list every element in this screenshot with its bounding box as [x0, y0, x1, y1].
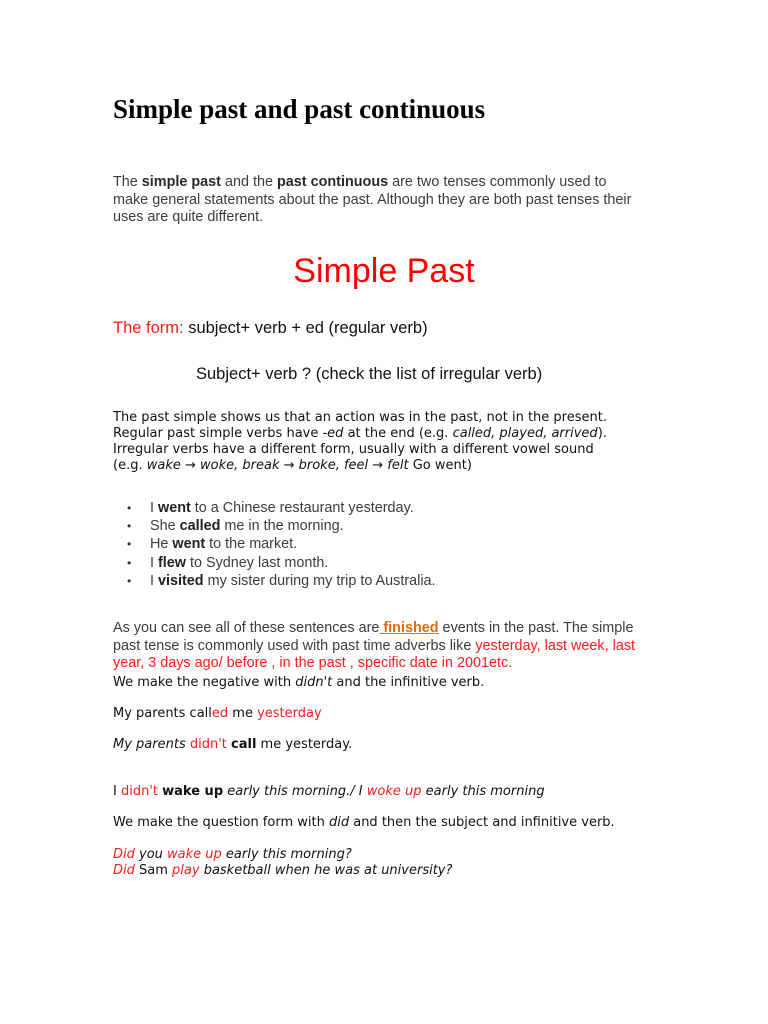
verb-woke-up: woke up — [366, 784, 422, 799]
verb: visited — [158, 572, 204, 589]
explanation-line — [113, 426, 607, 442]
text: She — [150, 518, 180, 535]
text: events in the past. The simple past tense is commonly used with past time adverbs like — [113, 620, 634, 654]
text: me yesterday. — [256, 737, 353, 752]
negative-example-2 — [113, 737, 352, 752]
form-irregular-line: Subject+ verb ? (check the list of irregular verb) — [196, 365, 543, 383]
keyword-didnt: didn't — [120, 784, 158, 799]
negative-example-1 — [113, 706, 322, 721]
verb: flew — [158, 554, 186, 571]
negative-intro — [113, 675, 484, 690]
text: my sister during my trip to Australia. — [203, 572, 436, 589]
term-past-continuous: past continuous — [277, 174, 389, 190]
text: I — [150, 500, 158, 516]
explanation-line: Irregular verbs have a different form, usually with a different vowel sound — [113, 442, 594, 457]
irregular-examples: wake → woke, break → broke, feel → felt — [146, 458, 409, 473]
list-item — [127, 554, 436, 572]
text: to Sydney last month. — [186, 554, 329, 571]
text: to a Chinese restaurant yesterday. — [190, 500, 414, 516]
question-example-1 — [113, 847, 452, 863]
text: early this morning? — [221, 847, 352, 862]
verb: called — [179, 518, 221, 535]
text: We make the question form with — [113, 815, 329, 830]
list-item — [127, 572, 436, 590]
section-heading-simple-past: Simple Past — [293, 252, 475, 290]
form-regular-line — [113, 319, 428, 338]
text: He — [150, 536, 173, 553]
intro-text: The — [113, 174, 142, 190]
text: As you can see all of these sentences are — [113, 620, 380, 637]
text: early this morning./ I — [223, 784, 367, 799]
form-label: The form: — [113, 319, 184, 337]
text: you — [134, 847, 168, 862]
time-adverbs: yesterday, last week, last year, 3 days ago/ before , in the past , specific date in 2001etc. — [113, 637, 636, 672]
keyword-did: Did — [113, 847, 135, 862]
bullet-icon: • — [127, 573, 132, 588]
intro-text: and the — [220, 174, 277, 190]
verb: went — [158, 500, 191, 516]
suffix-ed: ed — [211, 706, 229, 721]
keyword-didnt: didn't — [295, 675, 333, 690]
bullet-icon: • — [127, 519, 132, 534]
text: ). — [597, 426, 607, 441]
explanation-line — [113, 458, 607, 474]
text: Go went) — [408, 458, 472, 473]
subject: My parents — [113, 737, 186, 752]
text: me in the morning. — [220, 518, 344, 535]
bullet-icon: • — [127, 501, 132, 515]
adverbs-paragraph — [113, 620, 648, 673]
text: We make the negative with — [113, 675, 296, 690]
text: early this morning — [421, 784, 545, 799]
text: Regular past simple verbs have — [113, 426, 323, 441]
verb: went — [172, 536, 206, 553]
text: basketball when he was at university? — [199, 863, 453, 878]
keyword-did: Did — [113, 863, 135, 878]
text: I — [150, 572, 158, 589]
keyword-didnt: didn't — [189, 737, 227, 752]
finished-highlight: finished — [379, 620, 439, 637]
text: Sam — [134, 863, 173, 878]
adverb-yesterday: yesterday — [257, 706, 322, 721]
text: (e.g. — [113, 458, 147, 473]
text: I — [150, 554, 158, 571]
term-simple-past: simple past — [141, 174, 221, 190]
question-example-2 — [113, 863, 452, 879]
text: me — [228, 706, 258, 721]
verb-wake-up: wake up — [167, 847, 222, 862]
negative-example-3 — [113, 784, 545, 799]
page-title: Simple past and past continuous — [113, 94, 486, 124]
explanation-line: The past simple shows us that an action was in the past, not in the present. — [113, 410, 607, 425]
question-intro — [113, 815, 615, 830]
keyword-did: did — [328, 815, 350, 830]
form-regular-text: subject+ verb + ed (regular verb) — [183, 319, 428, 337]
explanation-paragraph — [113, 410, 607, 474]
list-item — [127, 535, 436, 553]
text: at the end (e.g. — [343, 426, 453, 441]
list-item — [127, 517, 436, 535]
intro-paragraph — [113, 174, 643, 227]
text: and the infinitive verb. — [332, 675, 485, 690]
text: and then the subject and infinitive verb. — [349, 815, 615, 830]
list-item — [127, 499, 436, 517]
question-examples — [113, 847, 452, 879]
verb-call: call — [231, 737, 257, 752]
bullet-icon: • — [127, 555, 132, 570]
bullet-icon: • — [127, 537, 132, 552]
text: I — [113, 784, 121, 799]
intro-text: are two tenses commonly used to make general statements about the past. Although they are both past tenses their uses are quite different. — [113, 174, 632, 225]
verb-play: play — [172, 863, 200, 878]
text: to the market. — [205, 536, 298, 553]
text: My parents call — [113, 706, 212, 721]
suffix-ed: -ed — [322, 426, 344, 441]
regular-examples: called, played, arrived — [452, 426, 598, 441]
example-list — [113, 499, 436, 590]
verb-wake-up: wake up — [162, 784, 224, 799]
